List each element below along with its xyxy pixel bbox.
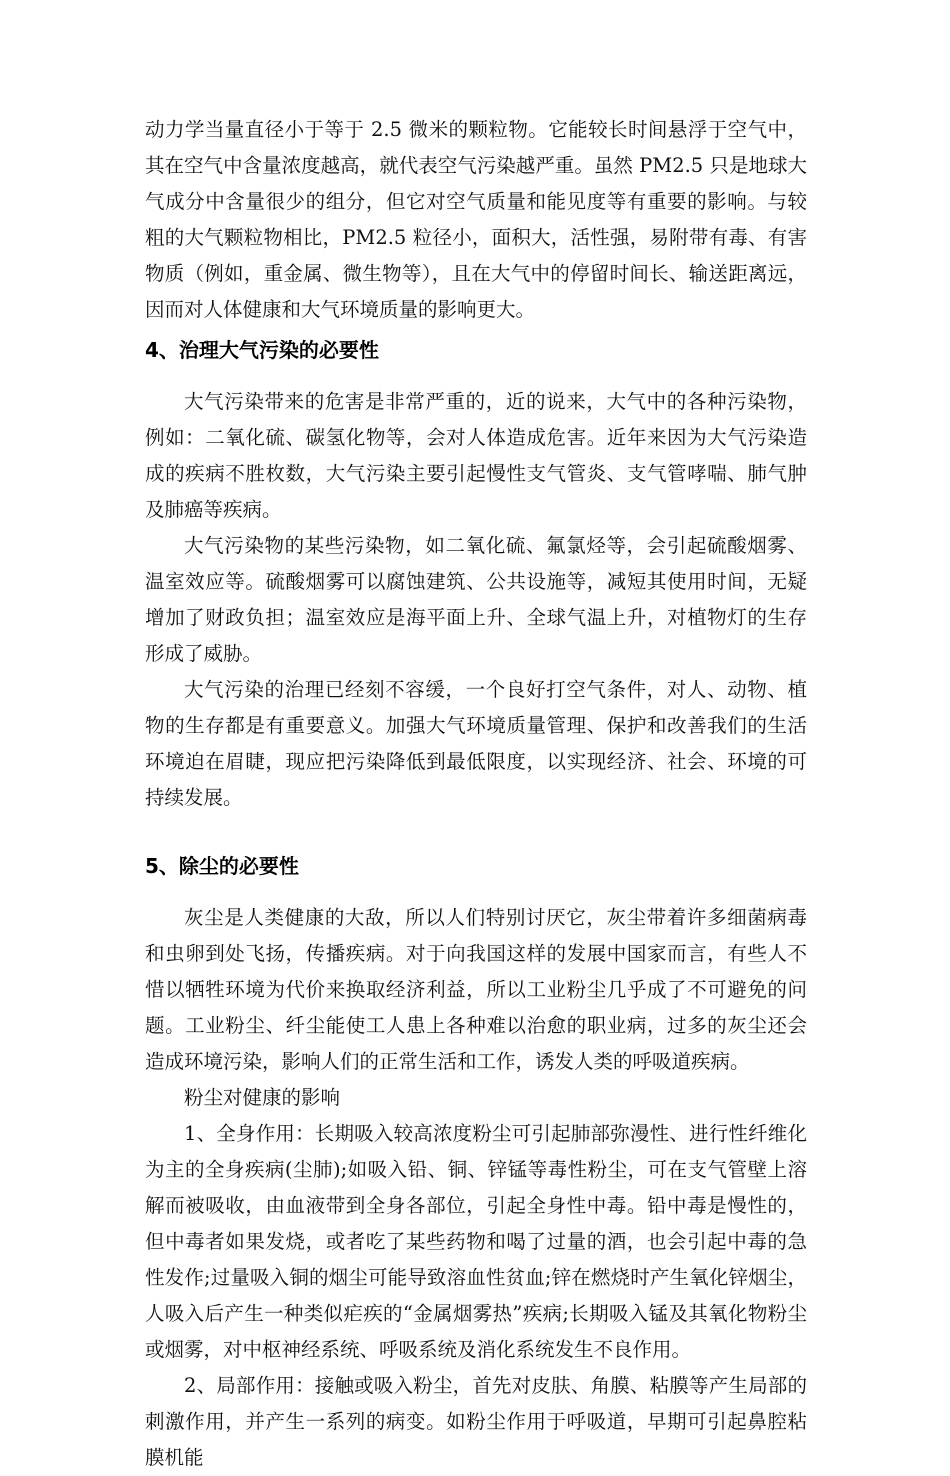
document-body <box>145 112 807 1476</box>
section-4-heading: 4、治理大气污染的必要性 <box>145 338 379 362</box>
section-4-paragraph-2: 大气污染物的某些污染物，如二氧化硫、氟氯烃等，会引起硫酸烟雾、温室效应等。硫酸烟雾可以腐蚀建筑、公共设施等，减短其使用时间，无疑增加了财政负担；温室效应是海平面上升、全球气温上升，对植物灯的生存形成了威胁。 <box>145 534 807 665</box>
section-5-heading: 5、除尘的必要性 <box>145 854 299 878</box>
section-5-subheading-dust-health: 粉尘对健康的影响 <box>184 1086 341 1109</box>
section-4-paragraph-1: 大气污染带来的危害是非常严重的，近的说来，大气中的各种污染物，例如：二氧化硫、碳氢化物等，会对人体造成危害。近年来因为大气污染造成的疾病不胜枚数，大气污染主要引起慢性支气管炎、支气管哮喘、肺气肿及肺癌等疾病。 <box>145 390 807 521</box>
section-5-paragraph-1: 灰尘是人类健康的大敌，所以人们特别讨厌它，灰尘带着许多细菌病毒和虫卵到处飞扬，传播疾病。对于向我国这样的发展中国家而言，有些人不惜以牺牲环境为代价来换取经济利益，所以工业粉尘几乎成了不可避免的问题。工业粉尘、纤尘能使工人患上各种难以治愈的职业病，过多的灰尘还会造成环境污染，影响人们的正常生活和工作，诱发人类的呼吸道疾病。 <box>145 906 807 1073</box>
section-4-paragraph-3: 大气污染的治理已经刻不容缓，一个良好打空气条件，对人、动物、植物的生存都是有重要意义。加强大气环境质量管理、保护和改善我们的生活环境迫在眉睫，现应把污染降低到最低限度，以实现经济、社会、环境的可持续发展。 <box>145 678 807 809</box>
section-5-paragraph-systemic-effects: 1、全身作用：长期吸入较高浓度粉尘可引起肺部弥漫性、进行性纤维化为主的全身疾病(尘肺);如吸入铅、铜、锌锰等毒性粉尘，可在支气管壁上溶解而被吸收，由血液带到全身各部位，引起全身性中毒。铅中毒是慢性的，但中毒者如果发烧，或者吃了某些药物和喝了过量的酒，也会引起中毒的急性发作;过量吸入铜的烟尘可能导致溶血性贫血;锌在燃烧时产生氧化锌烟尘，人吸入后产生一种类似疟疾的“金属烟雾热”疾病;长期吸入锰及其氧化物粉尘或烟雾，对中枢神经系统、呼吸系统及消化系统发生不良作用。 <box>145 1122 807 1361</box>
section-5-paragraph-local-effects: 2、局部作用：接触或吸入粉尘，首先对皮肤、角膜、粘膜等产生局部的刺激作用，并产生一系列的病变。如粉尘作用于呼吸道，早期可引起鼻腔粘膜机能 <box>145 1374 807 1469</box>
intro-paragraph: 动力学当量直径小于等于 2.5 微米的颗粒物。它能较长时间悬浮于空气中，其在空气中含量浓度越高，就代表空气污染越严重。虽然 PM2.5 只是地球大气成分中含量很少的组分，但它对空气质量和能见度等有重要的影响。与较粗的大气颗粒物相比，PM2.5 粒径小，面积大，活性强，易附带有毒、有害物质（例如，重金属、微生物等），且在大气中的停留时间长、输送距离远，因而对人体健康和大气环境质量的影响更大。 <box>145 118 807 321</box>
